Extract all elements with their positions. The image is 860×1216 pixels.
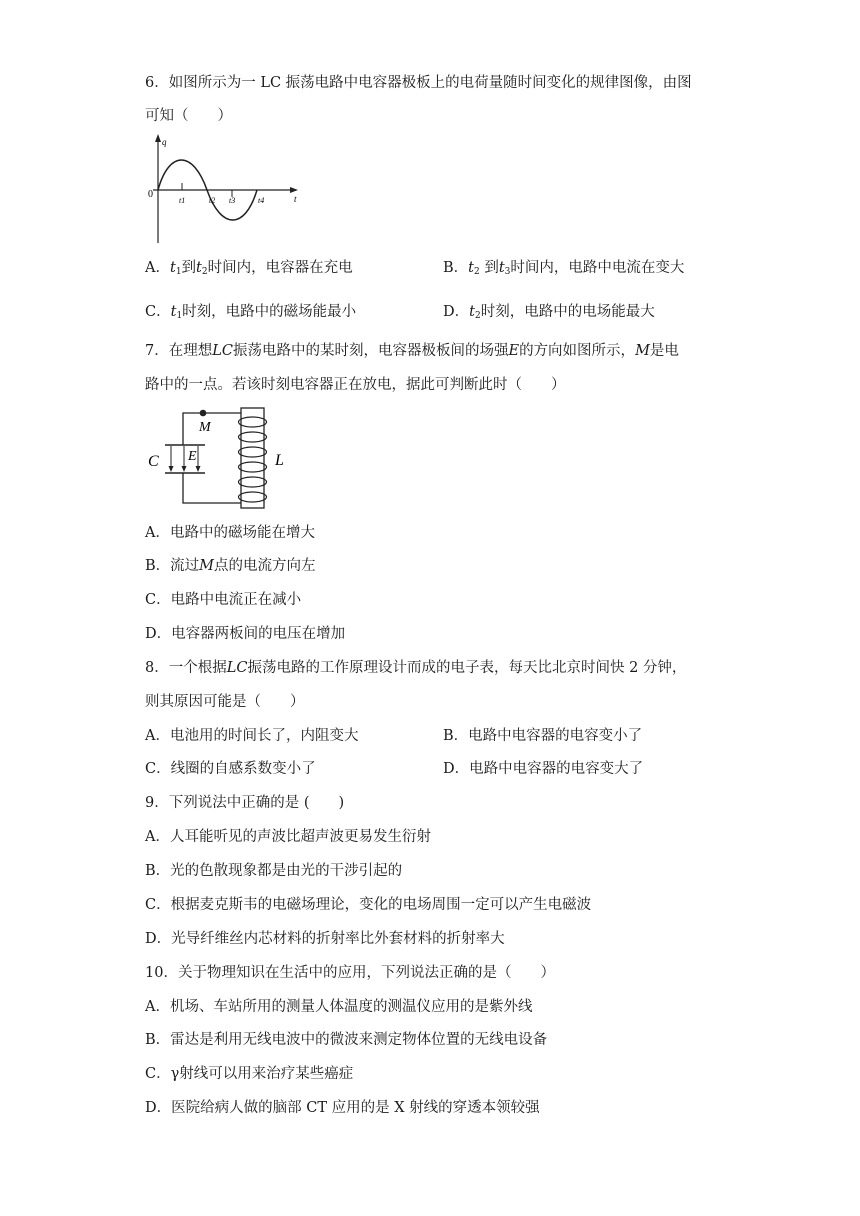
origin-label: 0 [148, 189, 153, 200]
q10-option-b[interactable]: B．雷达是利用无线电波中的微波来测定物体位置的无线电设备 [145, 1032, 548, 1048]
q9-option-b[interactable]: B．光的色散现象都是由光的干涉引起的 [145, 863, 403, 879]
q7-option-a[interactable]: A．电路中的磁场能在增大 [145, 525, 315, 541]
tick-label-t3: t3 [229, 196, 236, 205]
option-letter: A． [145, 260, 170, 276]
q10-option-a[interactable]: A．机场、车站所用的测量人体温度的测温仪应用的是紫外线 [145, 999, 533, 1015]
q10-option-c[interactable]: C．γ射线可以用来治疗某些癌症 [145, 1066, 354, 1082]
q7-lc-circuit-diagram [145, 405, 295, 510]
t-axis-label: t [294, 194, 297, 204]
q7-stem-line2: 路中的一点。若该时刻电容器正在放电，据此可判断此时（ ） [145, 377, 566, 393]
q8-stem-line1: 8．一个根据LC振荡电路的工作原理设计而成的电子表，每天比北京时间快 2 分钟， [145, 660, 687, 676]
t-axis-arrow [290, 187, 298, 193]
field-arrows [169, 466, 201, 472]
q6-option-b[interactable]: B．$t_2$ 到$t_3$时间内，电路中电流在变大 [443, 260, 685, 277]
q7-option-c[interactable]: C．电路中电流正在减小 [145, 592, 302, 608]
q6-option-d[interactable]: D．$t_2$时刻，电路中的电场能最大 [443, 304, 655, 321]
q10-option-d[interactable]: D．医院给病人做的脑部 CT 应用的是 X 射线的穿透本领较强 [145, 1100, 540, 1116]
q10-stem: 10．关于物理知识在生活中的应用，下列说法正确的是（ ） [145, 965, 555, 981]
top-wire [183, 413, 247, 445]
q7-option-b[interactable]: B．流过M点的电流方向左 [145, 558, 316, 574]
q8-stem-line2: 则其原因可能是（ ） [145, 694, 305, 710]
q7-stem-line1: 7．在理想LC振荡电路中的某时刻，电容器极板间的场强E的方向如图所示，M是电 [145, 343, 679, 359]
q9-option-c[interactable]: C．根据麦克斯韦的电磁场理论，变化的电场周围一定可以产生电磁波 [145, 897, 592, 913]
tick-label-t1: t1 [179, 196, 186, 205]
q6-stem-line1: 6．如图所示为一 LC 振荡电路中电容器极板上的电荷量随时间变化的规律图像，由图 [145, 75, 692, 91]
q7-option-d[interactable]: D．电容器两板间的电压在增加 [145, 626, 346, 642]
q-axis-label: q [162, 137, 167, 147]
q9-option-d[interactable]: D．光导纤维丝内芯材料的折射率比外套材料的折射率大 [145, 931, 505, 947]
option-letter: C． [145, 304, 171, 320]
option-letter: D． [443, 304, 470, 320]
q8-option-b[interactable]: B．电路中电容器的电容变小了 [443, 728, 643, 744]
tick-label-t4: t4 [258, 196, 265, 205]
tick-label-t2: t2 [209, 196, 216, 205]
label-l: L [275, 452, 284, 469]
q9-stem: 9．下列说法中正确的是 ( ) [145, 795, 345, 811]
q6-charge-time-graph [145, 133, 300, 245]
label-m: M [199, 420, 211, 435]
q8-option-d[interactable]: D．电路中电容器的电容变大了 [443, 761, 644, 777]
bottom-wire [183, 473, 247, 503]
q6-option-a[interactable]: A．$t_1$到$t_2$时间内，电容器在充电 [145, 260, 353, 277]
q9-option-a[interactable]: A．人耳能听见的声波比超声波更易发生衍射 [145, 829, 431, 845]
label-e: E [188, 449, 197, 464]
q8-option-c[interactable]: C．线圈的自感系数变小了 [145, 761, 316, 777]
q-axis-arrow [155, 134, 161, 142]
q6-option-c[interactable]: C．$t_1$时刻，电路中的磁场能最小 [145, 304, 357, 321]
option-letter: B． [443, 260, 469, 276]
q6-stem-line2: 可知（ ） [145, 108, 232, 124]
q8-option-a[interactable]: A．电池用的时间长了，内阻变大 [145, 728, 359, 744]
label-c: C [148, 453, 159, 470]
point-m-dot [200, 410, 207, 417]
